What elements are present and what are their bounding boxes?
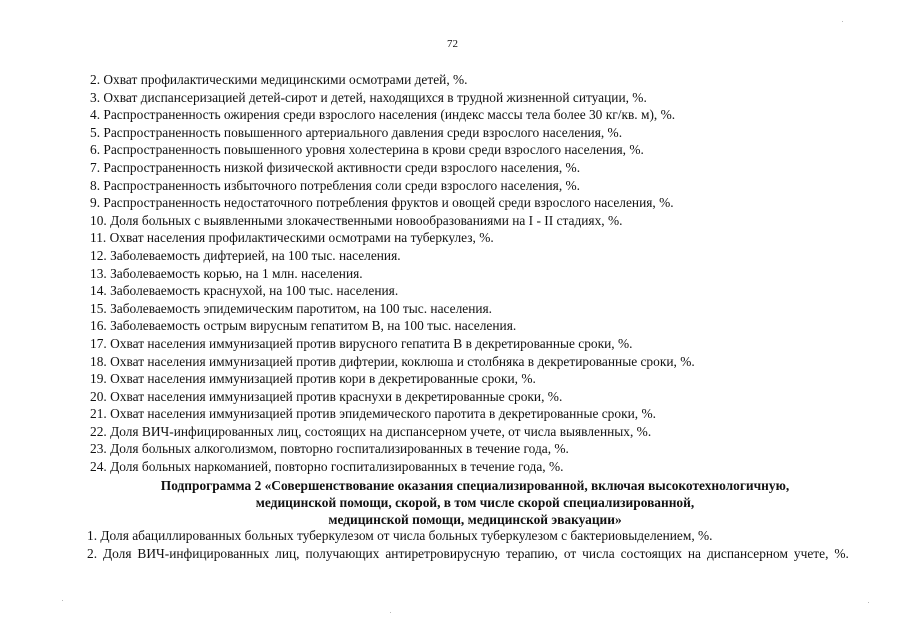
list-item: 23. Доля больных алкоголизмом, повторно госпитализированных в течение года, %. — [90, 441, 569, 457]
list-item: 24. Доля больных наркоманией, повторно госпитализированных в течение года, %. — [90, 459, 564, 475]
scan-speck — [62, 600, 63, 601]
list-item: 11. Охват населения профилактическими осмотрами на туберкулез, %. — [90, 230, 494, 246]
list-item: 17. Охват населения иммунизацией против вирусного гепатита В в декретированные сроки, %. — [90, 335, 633, 351]
subprogram-indicator-list — [62, 527, 866, 562]
list-item: 22. Доля ВИЧ-инфицированных лиц, состоящих на диспансерном учете, от числа выявленных, %. — [90, 423, 652, 439]
list-item: 2. Доля ВИЧ-инфицированных лиц, получающих антиретровирусную терапию, от числа состоящих на диспансерном учете, %. — [87, 545, 849, 561]
list-item: 13. Заболеваемость корью, на 1 млн. населения. — [90, 265, 363, 281]
list-item: 18. Охват населения иммунизацией против дифтерии, коклюша и столбняка в декретированные сроки, %. — [90, 353, 695, 369]
list-item: 8. Распространенность избыточного потребления соли среди взрослого населения, %. — [90, 177, 581, 193]
page-number: 72 — [447, 38, 458, 50]
list-item: 9. Распространенность недостаточного потребления фруктов и овощей среди взрослого населения, %. — [90, 195, 674, 211]
subprogram-heading-line: медицинской помощи, медицинской эвакуации» — [328, 512, 622, 527]
indicator-list — [90, 71, 870, 476]
subprogram-heading-line: Подпрограмма 2 «Совершенствование оказания специализированной, включая высокотехнологичную, — [160, 478, 790, 493]
list-item: 16. Заболеваемость острым вирусным гепатитом В, на 100 тыс. населения. — [90, 318, 517, 334]
list-item: 10. Доля больных с выявленными злокачественными новообразованиями на I - II стадиях, %. — [90, 212, 623, 228]
subprogram-heading — [70, 477, 880, 528]
list-item: 20. Охват населения иммунизацией против краснухи в декретированные сроки, %. — [90, 388, 563, 404]
list-item: 4. Распространенность ожирения среди взрослого населения (индекс массы тела более 30 кг/кв. м), %. — [90, 107, 676, 123]
subprogram-heading-line: медицинской помощи, скорой, в том числе скорой специализированной, — [255, 495, 695, 510]
list-item: 5. Распространенность повышенного артериального давления среди взрослого населения, %. — [90, 124, 623, 140]
scan-speck — [868, 602, 869, 603]
list-item: 21. Охват населения иммунизацией против эпидемического паротита в декретированные сроки, %. — [90, 406, 656, 422]
list-item: 3. Охват диспансеризацией детей-сирот и детей, находящихся в трудной жизненной ситуации, %. — [90, 89, 647, 105]
list-item: 7. Распространенность низкой физической активности среди взрослого населения, %. — [90, 159, 581, 175]
scan-speck — [390, 612, 391, 613]
list-item: 1. Доля абациллированных больных туберкулезом от числа больных туберкулезом с бактериовыделением, %. — [87, 528, 713, 543]
list-item: 12. Заболеваемость дифтерией, на 100 тыс. населения. — [90, 247, 401, 263]
list-item: 2. Охват профилактическими медицинскими осмотрами детей, %. — [90, 72, 468, 87]
list-item: 19. Охват населения иммунизацией против кори в декретированные сроки, %. — [90, 371, 536, 387]
list-item: 6. Распространенность повышенного уровня холестерина в крови среди взрослого населения, %. — [90, 142, 644, 158]
list-item: 14. Заболеваемость краснухой, на 100 тыс. населения. — [90, 283, 399, 299]
list-item: 15. Заболеваемость эпидемическим паротитом, на 100 тыс. населения. — [90, 300, 493, 316]
scan-speck — [842, 21, 843, 22]
